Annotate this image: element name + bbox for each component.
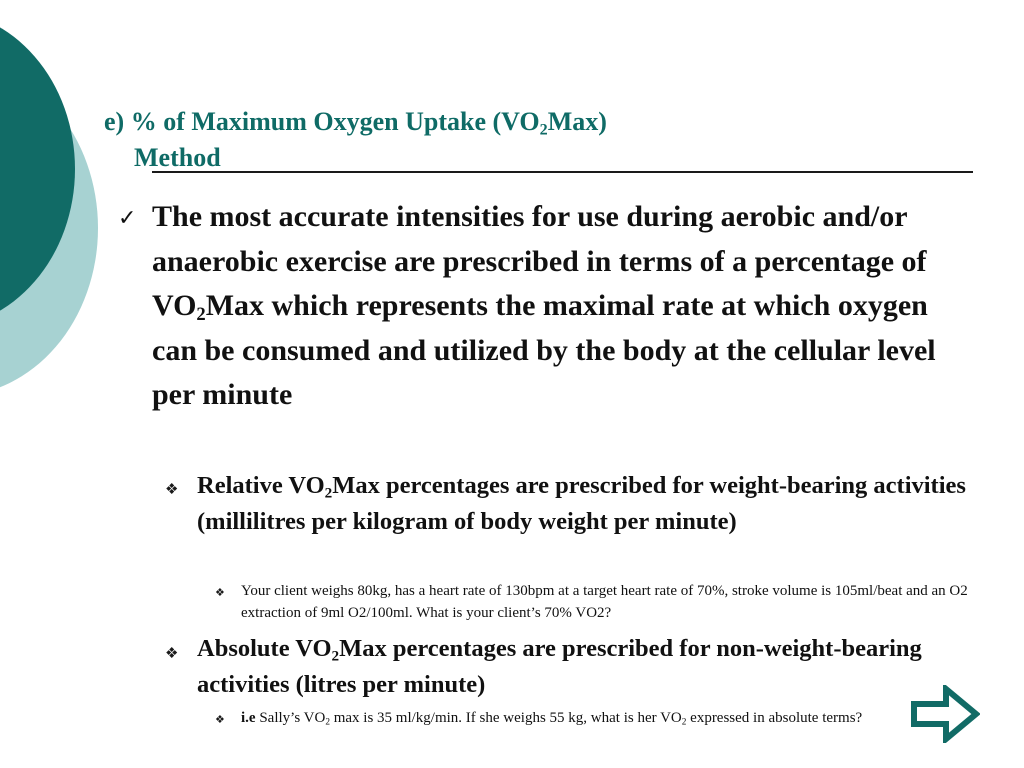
- title-divider: [152, 171, 973, 173]
- bullet-relative-vo2max: Relative $VO_2Max$ percentages are prescribed for weight-bearing activities (millilitres per kilogram of body weight per minute): [197, 472, 966, 535]
- diamond-bullet-icon: ❖: [215, 714, 225, 726]
- title-line-1: e) % of Maximum Oxygen Uptake $(VO_2Max)$: [104, 107, 607, 139]
- bullet-absolute-example: i.e Sally’s $VO_2$ max is 35 ml/kg/min. If she weighs 55 kg, what is her $VO_2$ expressed in absolute terms?: [241, 710, 863, 728]
- right-arrow-icon: [910, 685, 980, 743]
- next-slide-button[interactable]: [910, 685, 980, 743]
- title-line-2: Method: [134, 143, 221, 172]
- diamond-bullet-icon: ❖: [165, 646, 179, 662]
- bullet-relative-example: Your client weighs 80kg, has a heart rate of 130bpm at a target heart rate of 70%, stroke volume is 105ml/beat and an O2 extraction of 9ml O2/100ml. What is your client’s 70% VO2?: [241, 583, 968, 621]
- bullet-main: The most accurate intensities for use during aerobic and/or anaerobic exercise are prescribed in terms of a percentage of $VO_2Max$ which represents the maximal rate at which oxygen can be consumed and utilized by the body at the cellular level per minute: [152, 200, 936, 411]
- slide-title: [104, 104, 974, 176]
- diamond-bullet-icon: ❖: [215, 587, 225, 599]
- bullet-absolute-vo2max: Absolute $VO_2Max$ percentages are prescribed for non-weight-bearing activities (litres per minute): [197, 635, 922, 698]
- diamond-bullet-icon: ❖: [165, 482, 179, 498]
- checkmark-bullet-icon: ✓: [118, 205, 137, 230]
